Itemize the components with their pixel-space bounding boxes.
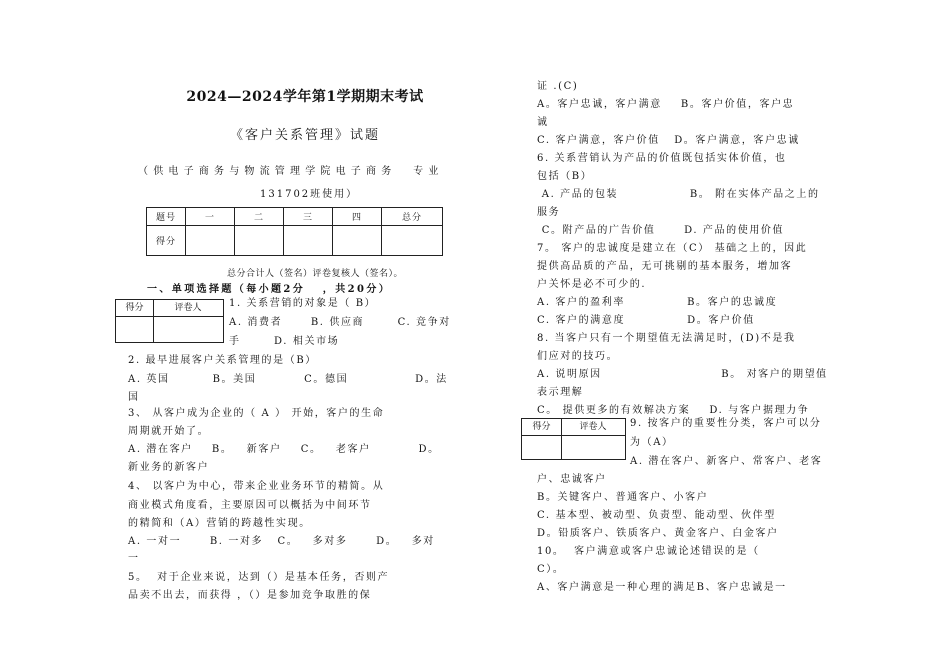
- grader-score-label: 得分: [532, 422, 551, 432]
- question-line: 户关怀是必不可少的.: [537, 279, 647, 290]
- signature-line: 总分合计人（签名）评卷复核人（签名）。: [227, 269, 404, 279]
- score-cell: [382, 226, 443, 256]
- question-line: 一: [128, 553, 140, 564]
- question-line: 户、忠诚客户: [537, 474, 607, 485]
- question-line: 9. 按客户的重要性分类，客户可以分: [630, 418, 822, 429]
- question-line: A、客户满意是一种心理的满足B、客户忠诚是一: [537, 582, 787, 593]
- question-line: C。附产品的广告价值 D. 产品的使用价值: [537, 225, 785, 236]
- exam-title: 2024—2024学年第1学期期末考试: [186, 89, 424, 105]
- question-line: C。 提供更多的有效解决方案 D. 与客户据理力争: [537, 405, 810, 416]
- question-line: 诚: [537, 117, 549, 128]
- question-line: 证 .(C): [537, 81, 579, 92]
- question-line: 包括（B）: [537, 171, 593, 182]
- grader-name-label: 评卷人: [579, 422, 607, 432]
- score-cell: [186, 226, 235, 256]
- question-line: A. 英国 B。美国 C。德国 D。法: [128, 374, 448, 385]
- question-line: A. 潜在客户 B。 新客户 C。 老客户 D。: [128, 444, 440, 455]
- question-line: 8. 当客户只有一个期望值无法满足时，(D)不是我: [537, 333, 796, 344]
- exam-audience-line-2: 131702班使用）: [260, 189, 359, 200]
- score-header-cell: 总分: [382, 208, 443, 226]
- question-line: D。铅质客户、铁质客户、黄金客户、白金客户: [537, 528, 779, 539]
- question-line: A. 说明原因 B。 对客户的期望值: [537, 369, 828, 380]
- question-line: 品卖不出去，而获得 ，（）是参加竞争取胜的保: [128, 590, 372, 601]
- grader-box: [115, 299, 224, 343]
- question-line: A。客户忠诚，客户满意 B。客户价值，客户忠: [537, 99, 795, 110]
- question-line: A. 潜在客户、新客户、常客户、老客: [630, 456, 823, 467]
- score-cell: [284, 226, 333, 256]
- score-header-cell: 三: [284, 208, 333, 226]
- question-line: A. 消费者 B. 供应商 C. 竞争对: [229, 317, 451, 328]
- exam-subtitle: 《客户关系管理》试题: [229, 128, 380, 143]
- section-heading: 一、单项选择题（每小题2分 ，共20分）: [147, 284, 392, 295]
- question-line: 提供高品质的产品，无可挑剔的基本服务，增加客: [537, 261, 793, 272]
- question-line: 新业务的新客户: [128, 462, 210, 473]
- question-line: C. 基本型、被动型、负责型、能动型、伙伴型: [537, 510, 776, 521]
- score-header-cell: 一: [186, 208, 235, 226]
- question-line: 的精简和（A）营销的跨越性实现。: [128, 518, 311, 529]
- question-line: C. 客户的满意度 D。客户价值: [537, 315, 755, 326]
- question-line: A. 产品的包装 B。 附在实体产品之上的: [537, 189, 820, 200]
- question-line: C）。: [537, 564, 565, 575]
- question-line: 们应对的技巧。: [537, 351, 619, 362]
- question-line: 国: [128, 392, 140, 403]
- score-cell: [333, 226, 382, 256]
- score-header-cell: 题号: [147, 208, 186, 226]
- question-line: 商业模式角度看，主要原因可以概括为中间环节: [128, 500, 372, 511]
- grader-score-label: 得分: [125, 303, 144, 313]
- question-line: 表示理解: [537, 387, 584, 398]
- question-line: 10。 客户满意或客户忠诚论述错误的是（: [537, 546, 760, 557]
- question-line: 6. 关系营销认为产品的价值既包括实体价值，也: [537, 153, 787, 164]
- question-line: 手 D. 相关市场: [229, 336, 340, 347]
- question-line: 7。 客户的忠诚度是建立在（C） 基础之上的，因此: [537, 243, 808, 254]
- grader-name-label: 评卷人: [174, 303, 202, 313]
- question-line: 服务: [537, 207, 561, 218]
- grader-box: [521, 418, 626, 460]
- score-table: [146, 207, 443, 256]
- question-line: 4、 以客户为中心，带来企业业务环节的精简。从: [128, 481, 385, 492]
- question-line: 5。 对于企业来说，达到（）是基本任务，否则产: [128, 572, 390, 583]
- question-line: 周期就开始了。: [128, 426, 210, 437]
- question-line: 3、 从客户成为企业的（ A ） 开始，客户的生命: [128, 408, 385, 419]
- exam-audience-line-1: （供电子商务与物流管理学院电子商务 专业: [138, 166, 444, 177]
- question-line: B。关键客户、普通客户、小客户: [537, 492, 709, 503]
- question-line: A. 客户的盈利率 B。客户的忠诚度: [537, 297, 778, 308]
- score-row-label: 得分: [147, 226, 186, 256]
- score-cell: [235, 226, 284, 256]
- question-line: 2. 最早进展客户关系管理的是（B）: [128, 355, 317, 366]
- score-header-cell: 四: [333, 208, 382, 226]
- question-line: A. 一对一 B. 一对多 C。 多对多 D。 多对: [128, 536, 435, 547]
- question-line: 为（A）: [630, 437, 674, 448]
- score-header-cell: 二: [235, 208, 284, 226]
- question-line: 1. 关系营销的对象是（ B）: [229, 298, 377, 309]
- question-line: C. 客户满意，客户价值 D。客户满意，客户忠诚: [537, 135, 800, 146]
